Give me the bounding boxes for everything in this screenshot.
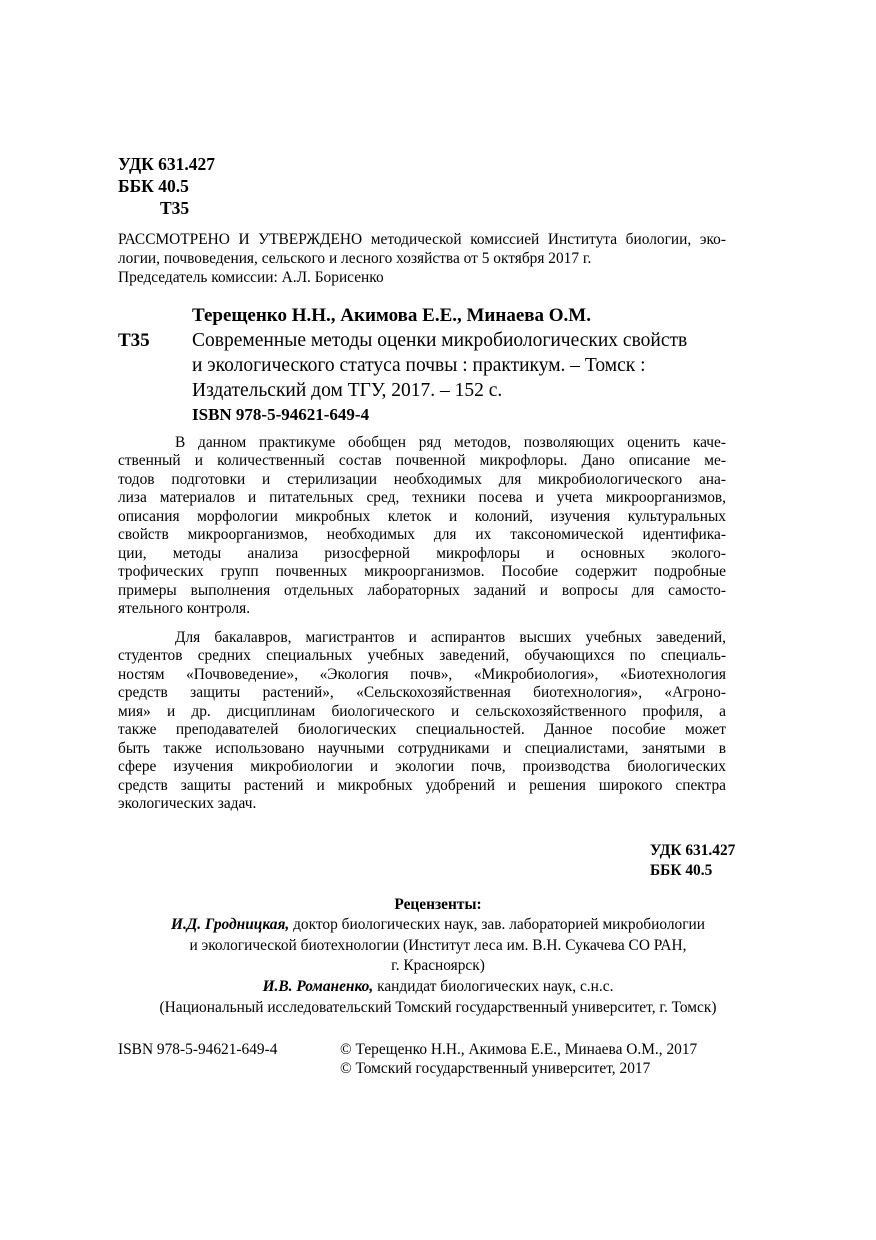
abstract-line: тодов подготовки и стерилизации необходимых для микробиологического ана- bbox=[118, 470, 726, 488]
abstract-line: также преподавателей биологических специальностей. Данное пособие может bbox=[118, 721, 726, 739]
abstract-line: быть также использовано научными сотрудниками и специалистами, занятыми в bbox=[118, 739, 726, 757]
abstract-line: ностям «Почвоведение», «Экология почв», «Микробиология», «Биотехнология bbox=[118, 665, 726, 683]
abstract-line: сфере изучения микробиологии и экологии почв, производства биологических bbox=[118, 758, 726, 776]
book-title-line-1: Современные методы оценки микробиологических свойств bbox=[192, 330, 688, 351]
abstract-paragraph-1 bbox=[118, 434, 726, 619]
abstract-line: ции, методы анализа ризосферной микрофлоры и основных эколого- bbox=[118, 544, 726, 562]
footer-isbn: ISBN 978-5-94621-649-4 bbox=[118, 1041, 278, 1058]
abstract-line: средств защиты растений», «Сельскохозяйственная биотехнология», «Агроно- bbox=[118, 684, 726, 702]
abstract-line: трофических групп почвенных микроорганизмов. Пособие содержит подробные bbox=[118, 563, 726, 581]
abstract-line: студентов средних специальных учебных заведений, обучающихся по специаль- bbox=[118, 647, 726, 665]
book-authors: Терещенко Н.Н., Акимова Е.Е., Минаева О.М. bbox=[192, 305, 591, 326]
abstract-line: Для бакалавров, магистрантов и аспирантов высших учебных заведений, bbox=[175, 629, 726, 646]
approval-line-1: РАССМОТРЕНО И УТВЕРЖДЕНО методической комиссией Института биологии, эко- bbox=[118, 231, 726, 248]
copyright-university: © Томский государственный университет, 2017 bbox=[340, 1060, 651, 1077]
reviewer-2-title: кандидат биологических наук, с.н.с. bbox=[373, 978, 614, 995]
book-isbn: ISBN 978-5-94621-649-4 bbox=[192, 405, 370, 424]
bbk-code: ББК 40.5 bbox=[118, 176, 189, 196]
reviewer-1-line-2: и экологической биотехнологии (Институт леса им. В.Н. Сукачева СО РАН, bbox=[189, 936, 687, 954]
abstract-line: средств защиты растений и микробных удобрений и решения широкого спектра bbox=[118, 776, 726, 794]
abstract-line: ственный и количественный состав почвенной микрофлоры. Дано описание ме- bbox=[118, 452, 726, 470]
classification-udk: УДК 631.427 bbox=[650, 842, 736, 859]
abstract-line: описания морфологии микробных клеток и колоний, изучения культуральных bbox=[118, 507, 726, 525]
reviewer-1-line-1 bbox=[100, 915, 776, 936]
reviewers-heading: Рецензенты: bbox=[394, 896, 482, 913]
abstract-line: В данном практикуме обобщен ряд методов, позволяющих оценить каче- bbox=[175, 434, 726, 451]
book-mark: Т35 bbox=[118, 330, 150, 351]
reviewer-1-name: И.Д. Гродницкая, bbox=[170, 916, 290, 933]
book-title-line-2: и экологического статуса почвы : практикум. – Томск : bbox=[192, 355, 646, 376]
reviewer-2-name: И.В. Романенко, bbox=[262, 978, 374, 995]
reviewer-1 bbox=[100, 915, 776, 977]
abstract-paragraph-2 bbox=[118, 629, 726, 814]
approval-chairman: Председатель комиссии: А.Л. Борисенко bbox=[118, 269, 384, 286]
abstract-line: лиза материалов и питательных сред, техники посева и учета микроорганизмов, bbox=[118, 489, 726, 507]
abstract-line: экологических задач. bbox=[118, 795, 257, 813]
reviewer-1-title: доктор биологических наук, зав. лабораторией микробиологии bbox=[289, 916, 706, 933]
classification-bbk: ББК 40.5 bbox=[650, 862, 713, 879]
reviewer-1-line-3: г. Красноярск) bbox=[391, 957, 485, 974]
abstract-line: примеры выполнения отдельных лабораторных заданий и вопросы для самосто- bbox=[118, 581, 726, 599]
reviewer-2-line-1 bbox=[100, 977, 776, 998]
author-mark: Т35 bbox=[160, 198, 190, 218]
reviewer-2-line-2: (Национальный исследовательский Томский государственный университет, г. Томск) bbox=[159, 998, 717, 1016]
abstract-line: мия» и др. дисциплинам биологического и сельскохозяйственного профиля, а bbox=[118, 702, 726, 720]
abstract-line: свойств микроорганизмов, необходимых для их таксономической идентифика- bbox=[118, 526, 726, 544]
book-title-line-3: Издательский дом ТГУ, 2017. – 152 с. bbox=[192, 380, 503, 401]
udk-code: УДК 631.427 bbox=[118, 154, 216, 174]
approval-line-2: логии, почвоведения, сельского и лесного хозяйства от 5 октября 2017 г. bbox=[118, 250, 592, 267]
copyright-authors: © Терещенко Н.Н., Акимова Е.Е., Минаева О.М., 2017 bbox=[340, 1041, 698, 1058]
abstract-line: ятельного контроля. bbox=[118, 600, 251, 618]
reviewer-2 bbox=[100, 977, 776, 1018]
